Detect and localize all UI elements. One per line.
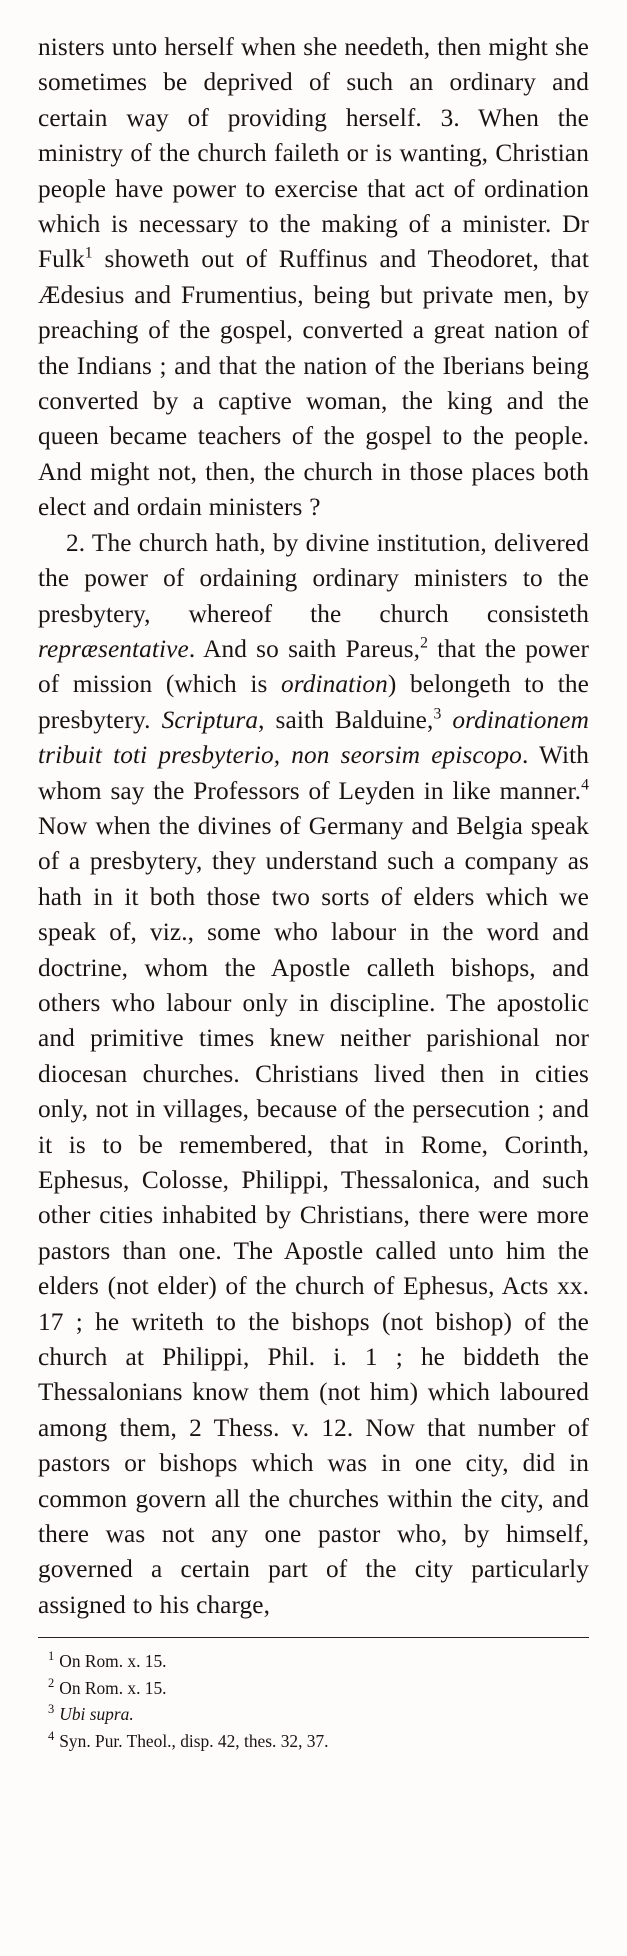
italic-phrase: ordination xyxy=(281,670,388,699)
footnote-divider xyxy=(38,1637,589,1638)
italic-phrase: Scriptura xyxy=(161,705,259,734)
paragraph-continued: nisters unto herself when she needeth, then might she sometimes be deprived of such an ordinary and certain way of providing herself. 3. When the ministry of the church faileth or is wanting, Christian people have power to exercise that act of ordination which is necessary to the making of a minister. Dr Fulk$^1$ showeth out of Ruffinus and Theodoret, that Ædesius and Frumentius, being but private men, by preaching of the gospel, converted a great nation of the Indians ; and that the nation of the Iberians being converted by a captive woman, the king and the queen became teachers of the gospel to the people. And might not, then, the church in those places both elect and ordain ministers ? xyxy=(38,33,589,522)
footnote-italic-text: Ubi supra. xyxy=(59,1704,134,1725)
footnote-marker: 2 xyxy=(48,1675,55,1690)
footnote-4: $^4$ Syn. Pur. Theol., disp. 42, thes. 32, 37. xyxy=(48,1728,329,1751)
italic-phrase: repræsentative xyxy=(38,634,189,663)
footnotes-block xyxy=(38,1648,589,1754)
footnote-reference: 4 xyxy=(581,776,589,794)
footnote-marker: 1 xyxy=(48,1649,55,1664)
footnote-reference: 2 xyxy=(420,634,429,652)
footnote-marker: 4 xyxy=(48,1728,55,1743)
footnote-1: $^1$ On Rom. x. 15. xyxy=(48,1649,167,1672)
body-text-block xyxy=(38,30,589,1623)
scripture-reference: xx. xyxy=(557,1272,589,1301)
footnote-reference: 1 xyxy=(84,245,93,263)
footnote-marker: 3 xyxy=(48,1702,55,1717)
footnote-3 xyxy=(38,1701,589,1728)
footnote-2: $^2$ On Rom. x. 15. xyxy=(48,1675,167,1698)
paragraph-2: 2. The church hath, by divine institution, delivered the power of ordaining ordinary ministers to the presbytery, whereof the church consisteth repræsentative. And so saith Pareus,$^2$ that the power of mission (which is ordination) belongeth to the presbytery. Scriptura, saith Balduine,$^3$ ordinationem tribuit toti presbyterio, non seorsim episcopo. With whom say the Professors of Leyden in like manner.$^4$ Now when the divines of Germany and Belgia speak of a presbytery, they understand such a company as hath in it both those two sorts of elders which we speak of, viz., some who labour in the word and doctrine, whom the Apostle calleth bishops, and others who labour only in discipline. The apostolic and primitive times knew neither parishional nor diocesan churches. Christians lived then in cities only, not in villages, because of the persecution ; and it is to be remembered, that in Rome, Corinth, Ephesus, Colosse, Philippi, Thessalonica, and such other cities inhabited by Christians, there were more pastors than one. The Apostle called unto him the elders (not elder) of the church of Ephesus, Acts xx. 17 ; he writeth to the bishops (not bishop) of the church at Philippi, Phil. i. 1 ; he biddeth the Thessalonians know them (not him) which laboured among them, 2 Thess. v. 12. Now that number of pastors or bishops which was in one city, did in common govern all the churches within the city, and there was not any one pastor who, by himself, governed a certain part of the city particularly assigned to his charge, xyxy=(38,528,590,1619)
italic-phrase: ordinationem tribuit toti presbyterio, non seorsim episcopo xyxy=(38,705,589,770)
footnote-reference: 3 xyxy=(433,705,442,723)
